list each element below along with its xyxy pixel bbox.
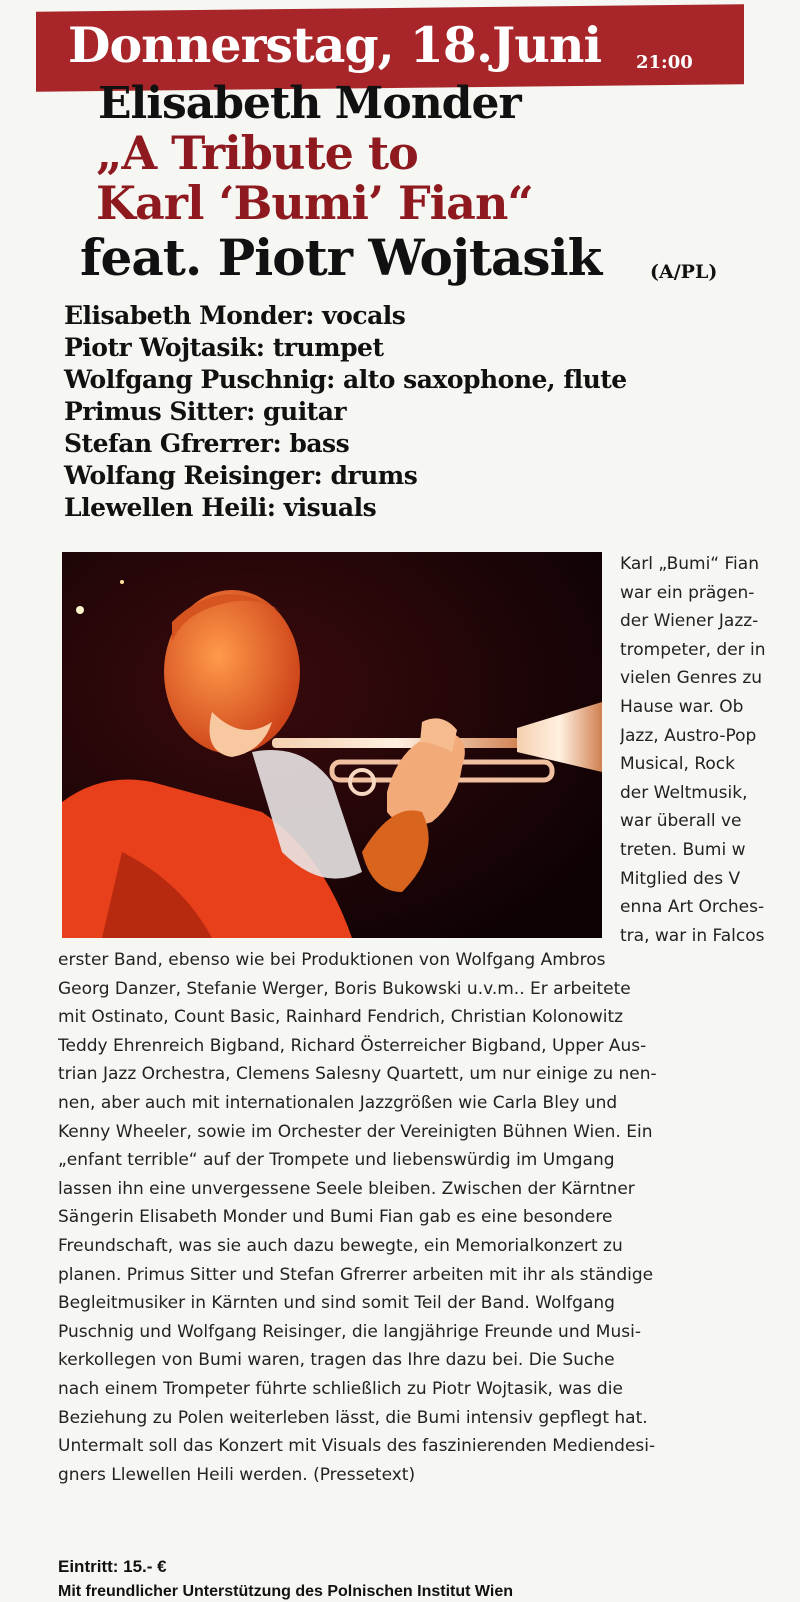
text-line: Begleitmusiker in Kärnten und sind somit Teil der Band. Wolfgang xyxy=(58,1293,615,1314)
text-line: „enfant terrible“ auf der Trompete und liebenswürdig im Umgang xyxy=(58,1150,615,1171)
text-line: Mitglied des V xyxy=(620,868,741,889)
country-code: (A/PL) xyxy=(650,261,718,283)
text-line: planen. Primus Sitter und Stefan Gfrerrer arbeiten mit ihr als ständige xyxy=(58,1264,654,1285)
event-time: 21:00 xyxy=(636,52,693,73)
lineup-item: Llewellen Heili: visuals xyxy=(64,493,377,522)
lineup-item: Piotr Wojtasik: trumpet xyxy=(64,333,384,362)
text-line: Karl „Bumi“ Fian xyxy=(620,554,759,574)
tribute-title-line-1: „A Tribute to xyxy=(96,126,418,180)
text-line: nach einem Trompeter führte schließlich zu Piotr Wojtasik, was die xyxy=(58,1378,623,1399)
trumpeter-photo xyxy=(62,552,602,938)
text-line: war überall ve xyxy=(620,811,742,832)
lineup-list xyxy=(64,300,627,524)
text-line: tra, war in Falcos xyxy=(620,925,765,946)
artist-name: Elisabeth Monder xyxy=(98,78,521,129)
text-line: trompeter, der in xyxy=(620,639,766,660)
text-line: der Weltmusik, xyxy=(620,782,748,803)
lineup-item: Stefan Gfrerrer: bass xyxy=(64,429,350,458)
article-body xyxy=(58,946,800,1489)
text-line: erster Band, ebenso wie bei Produktionen von Wolfgang Ambros xyxy=(58,950,606,970)
text-line: lassen ihn eine unvergessene Seele bleiben. Zwischen der Kärntner xyxy=(58,1178,635,1199)
lineup-item: Wolfang Reisinger: drums xyxy=(64,461,418,490)
text-line: Musical, Rock xyxy=(620,754,735,775)
text-line: vielen Genres zu xyxy=(620,668,763,689)
text-line: Beziehung zu Polen weiterleben lässt, die Bumi intensiv gepflegt hat. xyxy=(58,1407,648,1428)
text-line: Kenny Wheeler, sowie im Orchester der Vereinigten Bühnen Wien. Ein xyxy=(58,1121,653,1142)
text-line: gners Llewellen Heili werden. (Pressetext) xyxy=(58,1464,416,1485)
admission-price: Eintritt: 15.- € xyxy=(58,1557,167,1576)
text-line: der Wiener Jazz- xyxy=(620,611,759,632)
text-line: Untermalt soll das Konzert mit Visuals des faszinierenden Mediendesi- xyxy=(58,1436,656,1457)
sponsor-note: Mit freundlicher Unterstützung des Polnischen Institut Wien xyxy=(58,1583,513,1600)
text-line: mit Ostinato, Count Basic, Rainhard Fendrich, Christian Kolonowitz xyxy=(58,1007,624,1028)
event-date: Donnerstag, 18.Juni xyxy=(68,16,602,74)
text-line: enna Art Orches- xyxy=(620,897,765,918)
article-intro-column xyxy=(620,550,800,950)
text-line: Teddy Ehrenreich Bigband, Richard Österreicher Bigband, Upper Aus- xyxy=(58,1035,647,1056)
lineup-item: Elisabeth Monder: vocals xyxy=(64,301,406,330)
text-line: Jazz, Austro-Pop xyxy=(620,725,757,746)
text-line: Puschnig und Wolfgang Reisinger, die langjährige Freunde und Musi- xyxy=(58,1321,641,1342)
text-line: treten. Bumi w xyxy=(620,839,746,860)
featuring-line: feat. Piotr Wojtasik xyxy=(80,228,602,287)
text-line: Freundschaft, was sie auch dazu bewegte, ein Memorialkonzert zu xyxy=(58,1235,623,1256)
text-line: Georg Danzer, Stefanie Werger, Boris Bukowski u.v.m.. Er arbeitete xyxy=(58,978,631,999)
lineup-item: Primus Sitter: guitar xyxy=(64,397,347,426)
text-line: war ein prägen- xyxy=(620,582,755,603)
text-line: Hause war. Ob xyxy=(620,696,744,717)
text-line: trian Jazz Orchestra, Clemens Salesny Quartett, um nur einige zu nen- xyxy=(58,1064,657,1085)
tribute-title-line-2: Karl ‘Bumi’ Fian“ xyxy=(96,176,533,230)
text-line: Sängerin Elisabeth Monder und Bumi Fian gab es eine besondere xyxy=(58,1207,613,1228)
text-line: kerkollegen von Bumi waren, tragen das Ihre dazu bei. Die Suche xyxy=(58,1350,615,1371)
text-line: nen, aber auch mit internationalen Jazzgrößen wie Carla Bley und xyxy=(58,1092,618,1113)
lineup-item: Wolfgang Puschnig: alto saxophone, flute xyxy=(64,365,627,394)
